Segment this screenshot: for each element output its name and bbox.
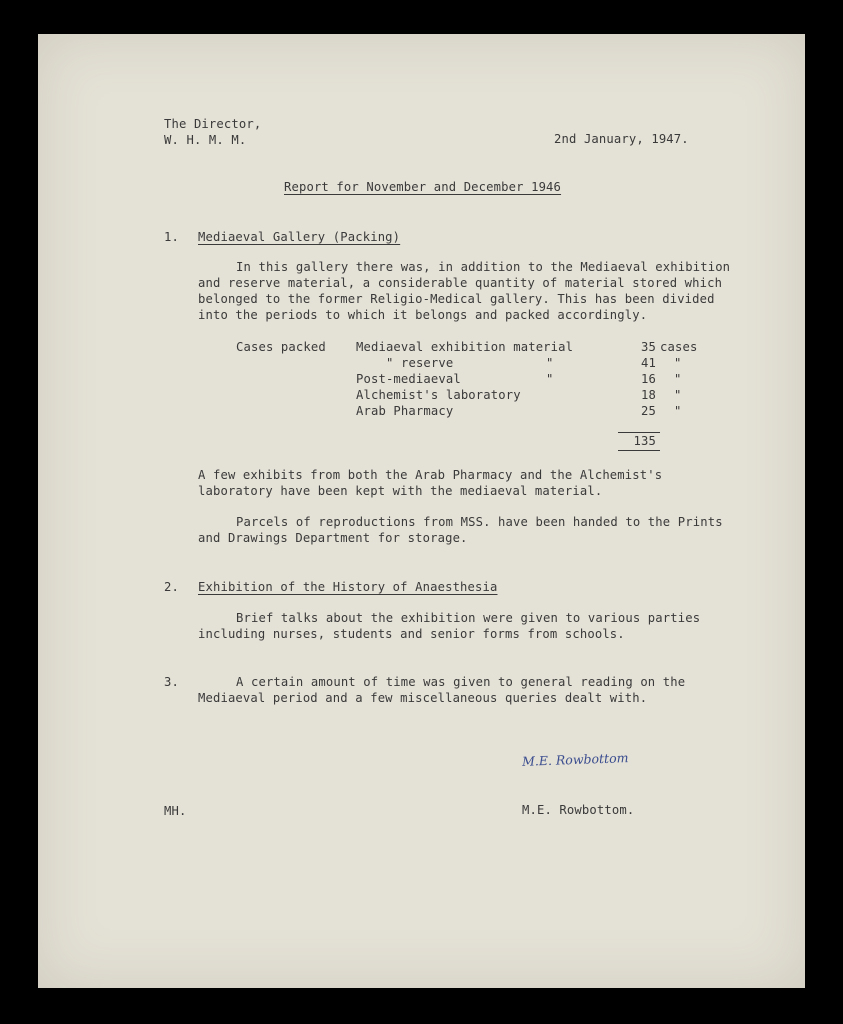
table-item: " reserve [386, 356, 454, 370]
table-item: Alchemist's laboratory [356, 388, 521, 402]
document-page [38, 34, 805, 988]
table-count: 16 [641, 372, 656, 386]
section-1-para3-line: Parcels of reproductions from MSS. have been handed to the Prints [236, 515, 723, 529]
addressee-line-1: The Director, [164, 117, 262, 131]
handwritten-signature: M.E. Rowbottom [521, 750, 629, 769]
table-item: Arab Pharmacy [356, 404, 454, 418]
table-unit: " [674, 372, 682, 386]
section-1-para-line: and reserve material, a considerable quantity of material stored which [198, 276, 723, 290]
section-2-para-line: including nurses, students and senior forms from schools. [198, 627, 625, 641]
table-unit: " [674, 388, 682, 402]
section-2-number: 2. [164, 580, 179, 594]
section-2-heading: Exhibition of the History of Anaesthesia [198, 580, 498, 594]
section-3-number: 3. [164, 675, 179, 689]
section-1-heading: Mediaeval Gallery (Packing) [198, 230, 401, 244]
table-total: 135 [633, 434, 656, 448]
report-title: Report for November and December 1946 [284, 180, 562, 194]
addressee-line-2: W. H. M. M. [164, 133, 247, 147]
section-1-para2-line: laboratory have been kept with the mediaeval material. [198, 484, 603, 498]
table-label: Cases packed [236, 340, 326, 354]
table-unit: " [674, 356, 682, 370]
table-ditto: " [546, 372, 554, 386]
section-1-para2-line: A few exhibits from both the Arab Pharmacy and the Alchemist's [198, 468, 663, 482]
table-unit: cases [660, 340, 698, 354]
section-1-para-line: into the periods to which it belongs and packed accordingly. [198, 308, 648, 322]
table-count: 41 [641, 356, 656, 370]
table-item: Mediaeval exhibition material [356, 340, 574, 354]
table-ditto: " [546, 356, 554, 370]
table-unit: " [674, 404, 682, 418]
table-count: 25 [641, 404, 656, 418]
section-1-para-line: belonged to the former Religio-Medical gallery. This has been divided [198, 292, 715, 306]
table-count: 18 [641, 388, 656, 402]
document-date: 2nd January, 1947. [554, 132, 689, 146]
table-item: Post-mediaeval [356, 372, 461, 386]
section-3-para-line: Mediaeval period and a few miscellaneous queries dealt with. [198, 691, 648, 705]
typed-signature: M.E. Rowbottom. [522, 803, 635, 817]
table-count: 35 [641, 340, 656, 354]
section-3-para-line: A certain amount of time was given to general reading on the [236, 675, 686, 689]
section-2-para-line: Brief talks about the exhibition were given to various parties [236, 611, 701, 625]
total-rule-bottom [618, 450, 660, 451]
section-1-para-line: In this gallery there was, in addition to the Mediaeval exhibition [236, 260, 731, 274]
typist-initials: MH. [164, 804, 187, 818]
section-1-number: 1. [164, 230, 179, 244]
section-1-para3-line: and Drawings Department for storage. [198, 531, 468, 545]
